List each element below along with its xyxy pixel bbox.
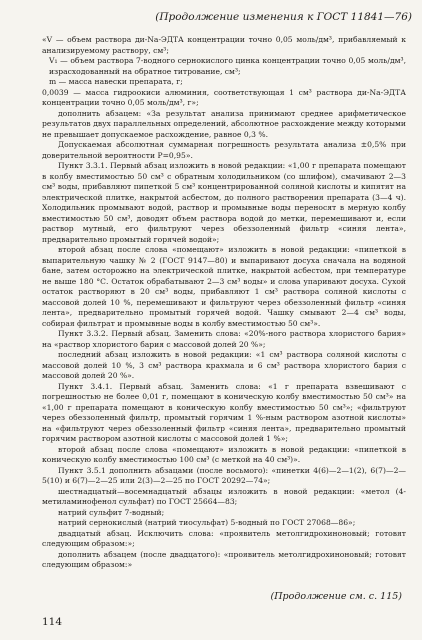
paragraph: шестнадцатый—восемнадцатый абзацы изложить в новой редакции: «метол (4-метиламинофенол сульфат) по ГОСТ 25664—83; — [42, 486, 406, 506]
paragraph: Пункт 3.3.2. Первый абзац. Заменить слова: «20%-ного раствора хлористого бария» на «раствор хлористого бария с массовой долей 20 %»; — [42, 329, 406, 349]
paragraph: второй абзац после слова «помещают» изложить в новой редакции: «пипеткой в выпарительную чашку № 2 (ГОСТ 9147—80) и выпаривают досуха сначала на водяной бане, затем осторожно на электрической плитке, накрытой асбестом, при температуре не выше 180 °С. Остаток обрабатывают 2—3 см³ воды» и слова упаривают досуха. Сухой остаток растворяют в 20 см³ воды, прибавляют 1 см³ раствора соляной кислоты с массовой долей 10 %, перемешивают и фильтруют через обеззоленный фильтр «синяя лента», предварительно промытый горячей водой. Чашку смывают 2—4 см³ воды, собирая фильтрат и промывные воды в колбу вместимостью 50 см³». — [42, 245, 406, 328]
paragraph: «V — объем раствора ди-Na-ЭДТА концентрации точно 0,05 моль/дм³, прибавляемый к анализируемому раствору, см³; — [42, 35, 406, 55]
page-header: (Продолжение изменения к ГОСТ 11841—76) — [155, 11, 412, 23]
paragraph: m — масса навески препарата, г; — [49, 77, 183, 86]
paragraph: дополнить абзацем (после двадцатого): «проявитель метолгидрохиноновый; готовят следующим образом:» — [42, 549, 406, 569]
continuation-note: (Продолжение см. с. 115) — [270, 591, 402, 602]
paragraph: дополнить абзацем: «За результат анализа принимают среднее арифметическое результатов двух параллельных определений, абсолютное расхождение между которыми не превышает допускаемое расхождение, равное 0,3 %. — [42, 108, 406, 139]
paragraph: Пункт 3.4.1. Первый абзац. Заменить слова: «1 г препарата взвешивают с погрешностью не более 0,01 г, помещают в коническую колбу вместимостью 50 см³» на «1,00 г препарата помещают в коническую колбу вместимостью 50 см³»; «фильтруют через обеззоленный фильтр, промытый горячим 1 %-ным раствором азотной кислоты» на «фильтруют через обеззоленный фильтр «синяя лента», предварительно промытый горячим раствором азотной кислоты с массовой долей 1 %»; — [42, 381, 406, 443]
paragraph: натрий сульфит 7-водный; — [58, 507, 165, 517]
paragraph: V₁ — объем раствора 7-водного сернокислого цинка концентрации точно 0,05 моль/дм³, израсходованный на обратное титрование, см³; — [49, 56, 406, 76]
page-number: 114 — [42, 616, 63, 628]
paragraph: Пункт 3.5.1 дополнить абзацами (после восьмого): «пинетки 4(6)—2—1(2), 6(7)—2—5(10) и 6(7)—2—25 или 2(3)—2—25 по ГОСТ 20292—74»; — [42, 465, 406, 485]
paragraph: натрий сернокислый (натрий тиосульфат) 5-водный по ГОСТ 27068—86»; — [58, 518, 356, 527]
paragraph: двадцатый абзац. Исключить слова: «проявитель метолгидрохиноновый; готовят следующим образом:»; — [42, 528, 406, 548]
paragraph: второй абзац после слова «помещают» изложить в новой редакции: «пипеткой в коническую колбу вместимостью 100 см³ (с меткой на 40 см³)». — [42, 444, 406, 464]
paragraph: Пункт 3.3.1. Первый абзац изложить в новой редакции: «1,00 г препарата помещают в колбу вместимостью 50 см³ с обратным холодильником (со шлифом), смачивают 2—3 см³ воды, прибавляют пипеткой 5 см³ концентрированной соляной кислоты и кипятят на электрической плитке, накрытой асбестом, до полного растворения препарата (3—4 ч). Холодильник промывают водой, раствор и промывные воды переносят в мерную колбу вместимостью 50 см³, доводят объем раствора водой до метки, перемешивают и, если раствор мутный, его фильтруют через обеззоленный фильтр «синяя лента», предварительно промытый горячей водой»; — [42, 161, 406, 244]
paragraph: последний абзац изложить в новой редакции: «1 см³ раствора соляной кислоты с массовой долей 10 %, 3 см³ раствора крахмала и 6 см³ раствора хлористого бария с массовой долей 20 %». — [42, 350, 406, 380]
document-body — [42, 35, 406, 571]
paragraph: Допускаемая абсолютная суммарная погрешность результата анализа ±0,5% при доверительной вероятности Р=0,95». — [42, 140, 406, 160]
paragraph: 0,0039 — масса гидроокиси алюминия, соответствующая 1 см³ раствора ди-Na-ЭДТА концентрации точно 0,05 моль/дм³, г»; — [42, 87, 406, 107]
